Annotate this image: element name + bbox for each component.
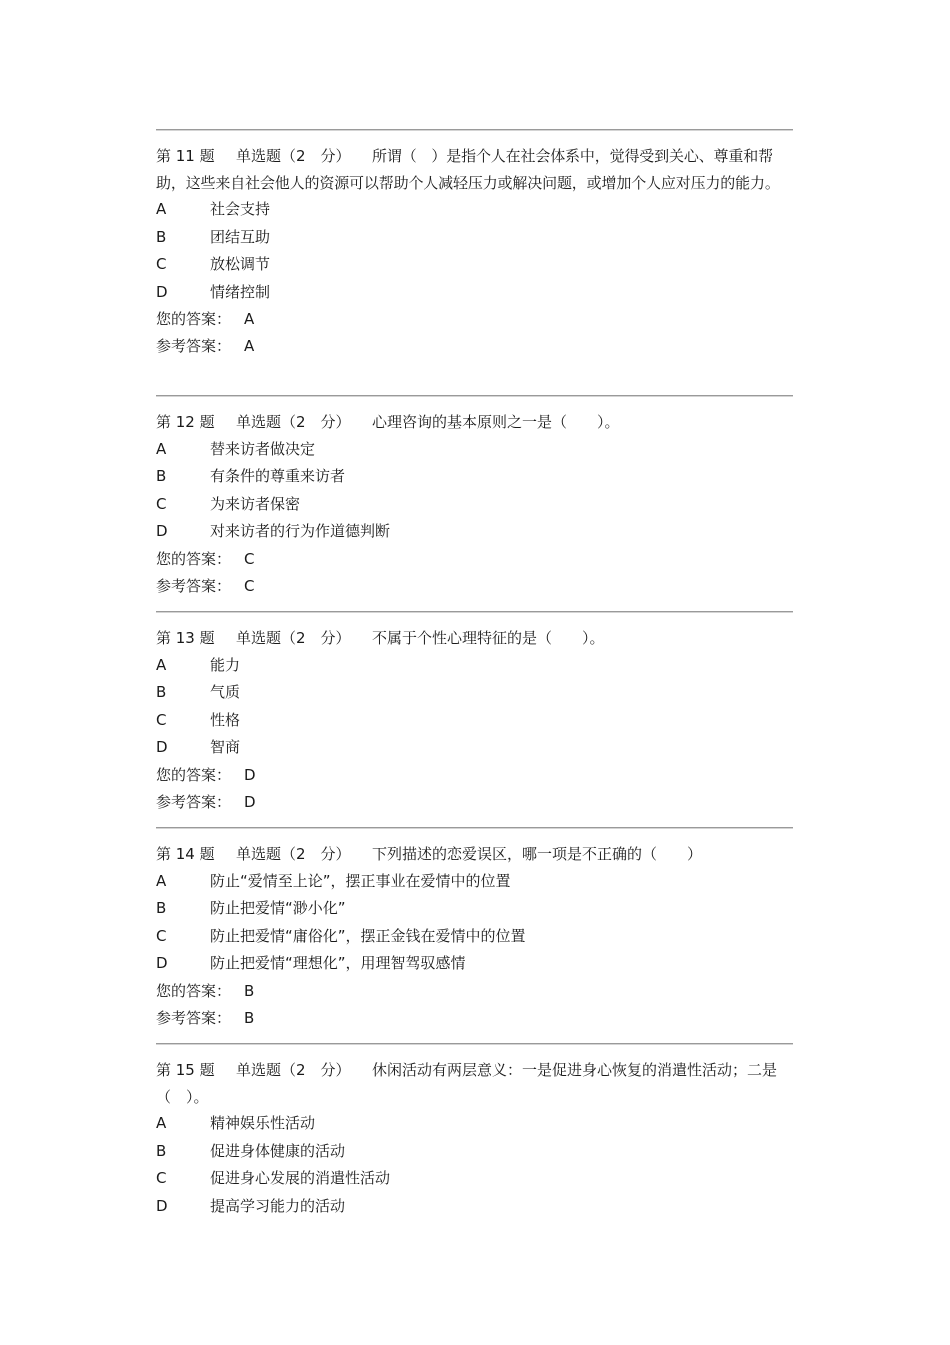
option-letter: A	[156, 655, 167, 674]
question-header	[156, 409, 793, 436]
option-a	[156, 196, 793, 224]
divider	[156, 611, 793, 613]
reference-answer	[156, 789, 793, 816]
question-number: 第 13 题	[156, 629, 215, 647]
option-text: 为来访者保密	[210, 494, 301, 513]
option-letter: A	[156, 439, 167, 458]
question-13	[156, 611, 793, 816]
option-a	[156, 436, 793, 464]
reference-answer-value: C	[244, 576, 255, 595]
question-header	[156, 1057, 793, 1110]
option-text: 团结互助	[210, 227, 271, 246]
question-header	[156, 625, 793, 652]
option-b	[156, 895, 793, 923]
reference-answer	[156, 333, 793, 360]
option-letter: A	[156, 200, 167, 218]
question-type: 单选题（2 分）	[236, 147, 351, 165]
your-answer-label: 您的答案：	[156, 310, 232, 328]
option-c	[156, 491, 793, 519]
question-number: 第 14 题	[156, 845, 215, 863]
question-number: 第 11 题	[156, 147, 215, 165]
option-letter: A	[156, 871, 167, 890]
reference-answer-value: A	[244, 337, 255, 355]
your-answer	[156, 978, 793, 1005]
option-text: 替来访者做决定	[210, 439, 316, 458]
option-text: 有条件的尊重来访者	[210, 467, 346, 485]
option-text: 防止把爱情“渺小化”	[210, 899, 346, 917]
question-stem: 所谓（ ）是指个人在社会体系中，觉得受到关心、尊重和帮助，这些来自社会他人的资源可以帮助个人减轻压力或解决问题，或增加个人应对压力的能力。	[156, 147, 780, 192]
option-text: 提高学习能力的活动	[210, 1196, 346, 1215]
option-a	[156, 652, 793, 680]
reference-answer-label: 参考答案：	[156, 792, 232, 811]
option-d	[156, 1193, 793, 1221]
your-answer-value: D	[244, 765, 256, 784]
option-text: 对来访者的行为作道德判断	[210, 522, 391, 540]
option-letter: C	[156, 255, 167, 273]
option-letter: B	[156, 467, 167, 485]
option-letter: D	[156, 282, 168, 301]
option-letter: D	[156, 1196, 168, 1215]
your-answer	[156, 762, 793, 789]
option-c	[156, 1165, 793, 1193]
your-answer	[156, 306, 793, 333]
option-text: 性格	[210, 710, 241, 729]
option-a	[156, 868, 793, 896]
option-letter: B	[156, 683, 167, 701]
divider	[156, 827, 793, 829]
question-stem: 下列描述的恋爱误区，哪一项是不正确的（ ）	[372, 845, 703, 863]
question-header	[156, 841, 793, 868]
option-d	[156, 279, 793, 307]
option-d	[156, 950, 793, 978]
question-number: 第 12 题	[156, 413, 215, 431]
your-answer-value: B	[244, 981, 255, 1000]
option-letter: C	[156, 926, 167, 945]
option-c	[156, 923, 793, 951]
question-number: 第 15 题	[156, 1061, 215, 1079]
question-type: 单选题（2 分）	[236, 845, 351, 863]
option-b	[156, 1138, 793, 1166]
option-text: 防止“爱情至上论”，摆正事业在爱情中的位置	[210, 871, 511, 890]
option-letter: D	[156, 954, 168, 972]
option-letter: C	[156, 1169, 167, 1187]
divider	[156, 129, 793, 131]
divider	[156, 395, 793, 397]
option-d	[156, 734, 793, 762]
your-answer	[156, 546, 793, 573]
reference-answer-label: 参考答案：	[156, 337, 232, 355]
question-14	[156, 827, 793, 1032]
option-text: 放松调节	[210, 255, 271, 273]
your-answer-label: 您的答案：	[156, 549, 232, 568]
option-text: 促进身体健康的活动	[210, 1141, 346, 1160]
option-letter: C	[156, 710, 167, 729]
option-text: 智商	[210, 738, 241, 756]
question-15	[156, 1043, 793, 1220]
question-type: 单选题（2 分）	[236, 1061, 351, 1079]
option-letter: B	[156, 227, 167, 246]
question-type: 单选题（2 分）	[236, 629, 351, 647]
reference-answer-value: D	[244, 792, 256, 811]
option-text: 气质	[210, 683, 241, 701]
option-letter: B	[156, 899, 167, 917]
option-b	[156, 463, 793, 491]
option-text: 能力	[210, 655, 241, 674]
option-letter: D	[156, 522, 168, 540]
reference-answer	[156, 573, 793, 600]
option-b	[156, 224, 793, 252]
option-c	[156, 251, 793, 279]
your-answer-label: 您的答案：	[156, 981, 232, 1000]
your-answer-label: 您的答案：	[156, 765, 232, 784]
question-header	[156, 143, 793, 196]
option-text: 社会支持	[210, 200, 271, 218]
option-d	[156, 518, 793, 546]
option-b	[156, 679, 793, 707]
option-a	[156, 1110, 793, 1138]
your-answer-value: C	[244, 549, 255, 568]
option-text: 促进身心发展的消遣性活动	[210, 1169, 391, 1187]
question-stem: 休闲活动有两层意义：一是促进身心恢复的消遣性活动；二是（ ）。	[156, 1061, 778, 1106]
question-12	[156, 395, 793, 600]
reference-answer-value: B	[244, 1008, 255, 1027]
reference-answer-label: 参考答案：	[156, 1008, 232, 1027]
option-text: 情绪控制	[210, 282, 271, 301]
question-stem: 不属于个性心理特征的是（ ）。	[372, 629, 605, 647]
option-letter: D	[156, 738, 168, 756]
option-letter: A	[156, 1114, 167, 1132]
option-text: 防止把爱情“庸俗化”，摆正金钱在爱情中的位置	[210, 926, 526, 945]
option-c	[156, 707, 793, 735]
your-answer-value: A	[244, 310, 255, 328]
question-11	[156, 129, 793, 360]
option-text: 防止把爱情“理想化”，用理智驾驭感情	[210, 954, 466, 972]
question-stem: 心理咨询的基本原则之一是（ ）。	[372, 413, 620, 431]
option-text: 精神娱乐性活动	[210, 1114, 316, 1132]
option-letter: C	[156, 494, 167, 513]
option-letter: B	[156, 1141, 167, 1160]
divider	[156, 1043, 793, 1045]
reference-answer	[156, 1005, 793, 1032]
reference-answer-label: 参考答案：	[156, 576, 232, 595]
question-type: 单选题（2 分）	[236, 413, 351, 431]
